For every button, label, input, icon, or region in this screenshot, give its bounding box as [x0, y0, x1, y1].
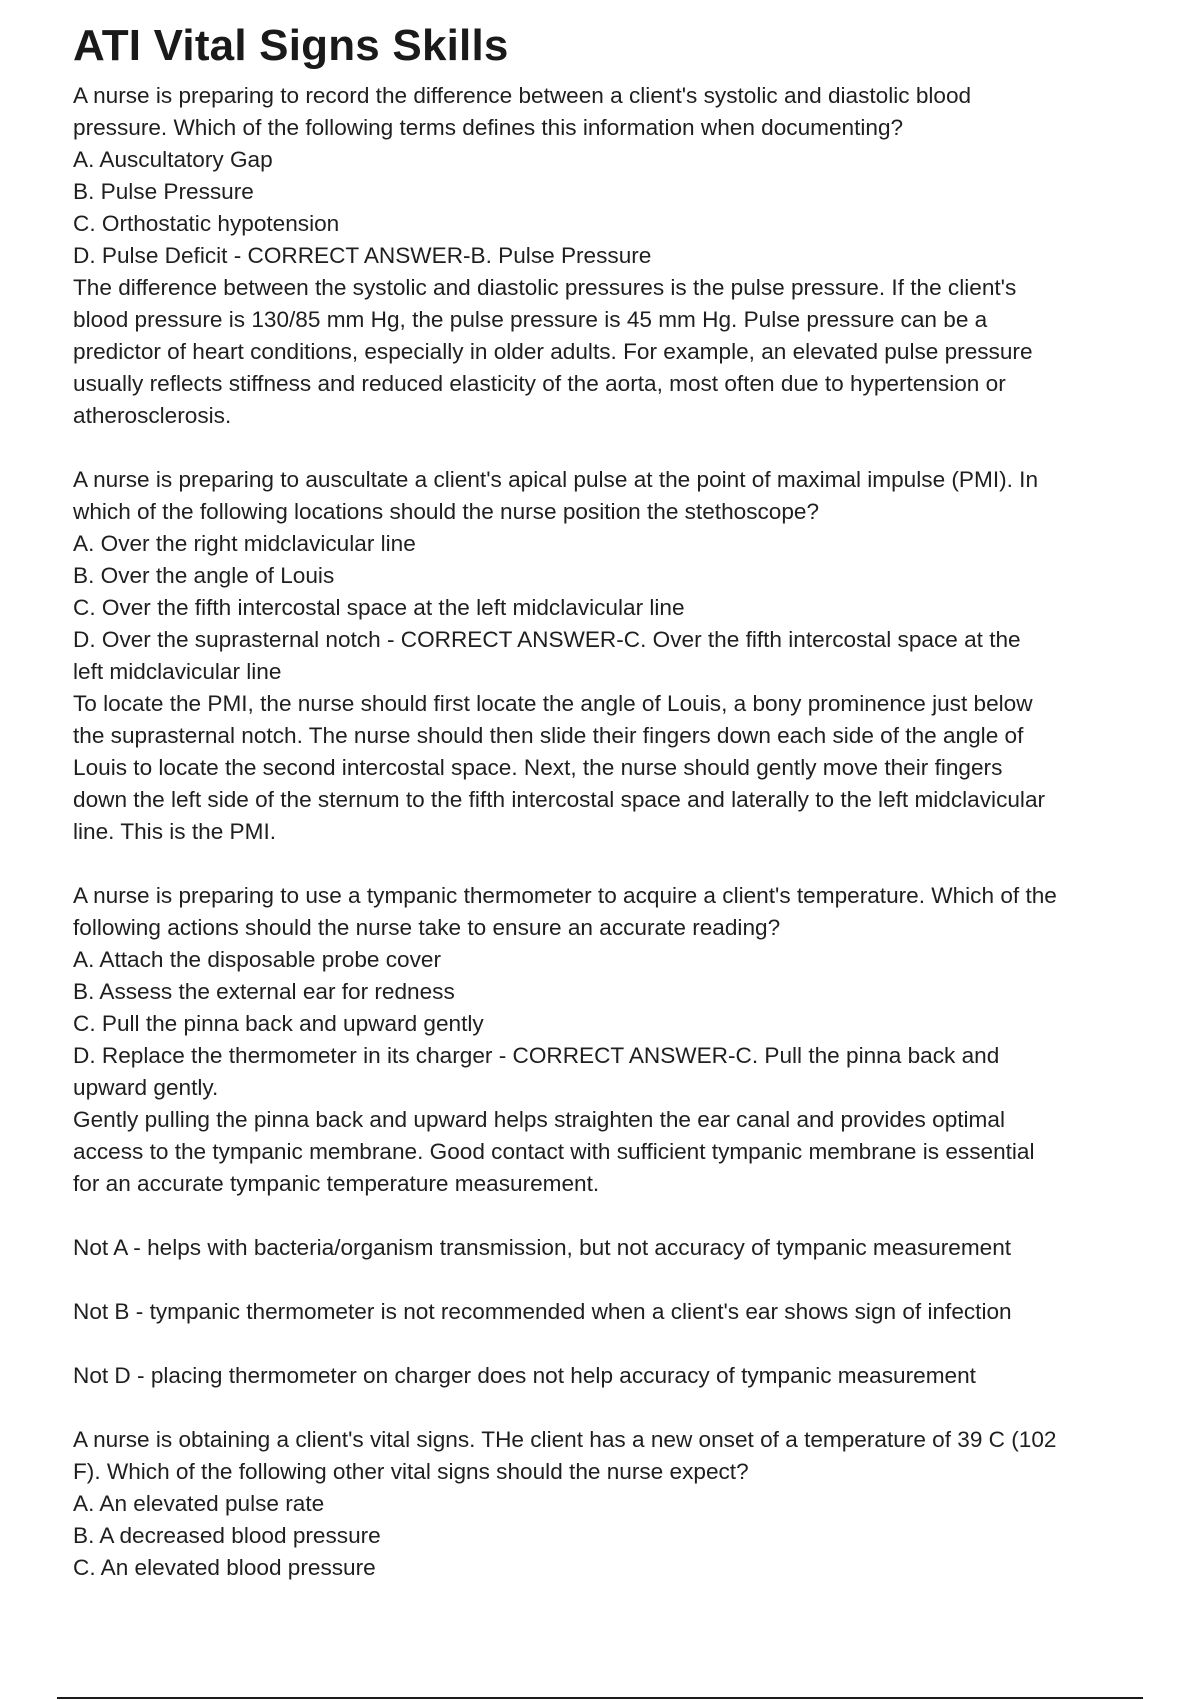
text-line: Louis to locate the second intercostal space. Next, the nurse should gently move their fingers	[73, 755, 1003, 780]
text-line: C. Over the fifth intercostal space at the left midclavicular line	[73, 595, 685, 620]
text-line: upward gently.	[73, 1075, 219, 1100]
text-line: A. Auscultatory Gap	[73, 147, 273, 172]
document-page	[73, 18, 1143, 1600]
text-line: left midclavicular line	[73, 659, 282, 684]
text-line: D. Over the suprasternal notch - CORRECT ANSWER-C. Over the fifth intercostal space at the	[73, 627, 1021, 652]
text-line: A nurse is preparing to record the difference between a client's systolic and diastolic blood	[73, 83, 972, 108]
text-line: A nurse is obtaining a client's vital signs. THe client has a new onset of a temperature of 39 C (102	[73, 1427, 1057, 1452]
text-line: A. Attach the disposable probe cover	[73, 947, 442, 972]
paragraph-gap	[73, 848, 1143, 880]
document-body	[73, 80, 1143, 1584]
paragraph-gap	[73, 1200, 1143, 1232]
text-line: B. A decreased blood pressure	[73, 1523, 381, 1548]
document-title: ATI Vital Signs Skills	[73, 21, 509, 70]
text-line: D. Pulse Deficit - CORRECT ANSWER-B. Pulse Pressure	[73, 243, 652, 268]
text-line: C. Orthostatic hypotension	[73, 211, 340, 236]
text-line: F). Which of the following other vital signs should the nurse expect?	[73, 1459, 749, 1484]
text-line: pressure. Which of the following terms defines this information when documenting?	[73, 115, 904, 140]
text-line: Not A - helps with bacteria/organism transmission, but not accuracy of tympanic measurement	[73, 1235, 1012, 1260]
text-line: Not D - placing thermometer on charger does not help accuracy of tympanic measurement	[73, 1363, 976, 1388]
paragraph-gap	[73, 1392, 1143, 1424]
text-line: A. Over the right midclavicular line	[73, 531, 416, 556]
text-line: A nurse is preparing to auscultate a client's apical pulse at the point of maximal impulse (PMI). In	[73, 467, 1039, 492]
text-line: To locate the PMI, the nurse should first locate the angle of Louis, a bony prominence just below	[73, 691, 1033, 716]
text-line: usually reflects stiffness and reduced elasticity of the aorta, most often due to hypertension or	[73, 371, 1006, 396]
text-line: Gently pulling the pinna back and upward helps straighten the ear canal and provides optimal	[73, 1107, 1005, 1132]
text-line: C. An elevated blood pressure	[73, 1555, 376, 1580]
text-line: A nurse is preparing to use a tympanic thermometer to acquire a client's temperature. Which of the	[73, 883, 1057, 908]
text-line: blood pressure is 130/85 mm Hg, the pulse pressure is 45 mm Hg. Pulse pressure can be a	[73, 307, 988, 332]
text-line: The difference between the systolic and diastolic pressures is the pulse pressure. If the client's	[73, 275, 1017, 300]
text-line: B. Over the angle of Louis	[73, 563, 335, 588]
text-line: B. Assess the external ear for redness	[73, 979, 455, 1004]
text-line: predictor of heart conditions, especially in older adults. For example, an elevated pulse pressure	[73, 339, 1033, 364]
text-line: which of the following locations should the nurse position the stethoscope?	[73, 499, 820, 524]
paragraph-gap	[73, 432, 1143, 464]
paragraph-gap	[73, 1264, 1143, 1296]
text-line: B. Pulse Pressure	[73, 179, 254, 204]
text-line: atherosclerosis.	[73, 403, 232, 428]
text-line: A. An elevated pulse rate	[73, 1491, 325, 1516]
text-line: D. Replace the thermometer in its charger - CORRECT ANSWER-C. Pull the pinna back and	[73, 1043, 1000, 1068]
page-divider	[57, 1697, 1143, 1699]
text-line: for an accurate tympanic temperature measurement.	[73, 1171, 600, 1196]
text-line: Not B - tympanic thermometer is not recommended when a client's ear shows sign of infection	[73, 1299, 1012, 1324]
text-line: the suprasternal notch. The nurse should then slide their fingers down each side of the angle of	[73, 723, 1024, 748]
text-line: access to the tympanic membrane. Good contact with sufficient tympanic membrane is essential	[73, 1139, 1035, 1164]
text-line: line. This is the PMI.	[73, 819, 277, 844]
text-line: down the left side of the sternum to the fifth intercostal space and laterally to the left midclavicular	[73, 787, 1046, 812]
text-line: following actions should the nurse take to ensure an accurate reading?	[73, 915, 781, 940]
paragraph-gap	[73, 1328, 1143, 1360]
text-line: C. Pull the pinna back and upward gently	[73, 1011, 484, 1036]
